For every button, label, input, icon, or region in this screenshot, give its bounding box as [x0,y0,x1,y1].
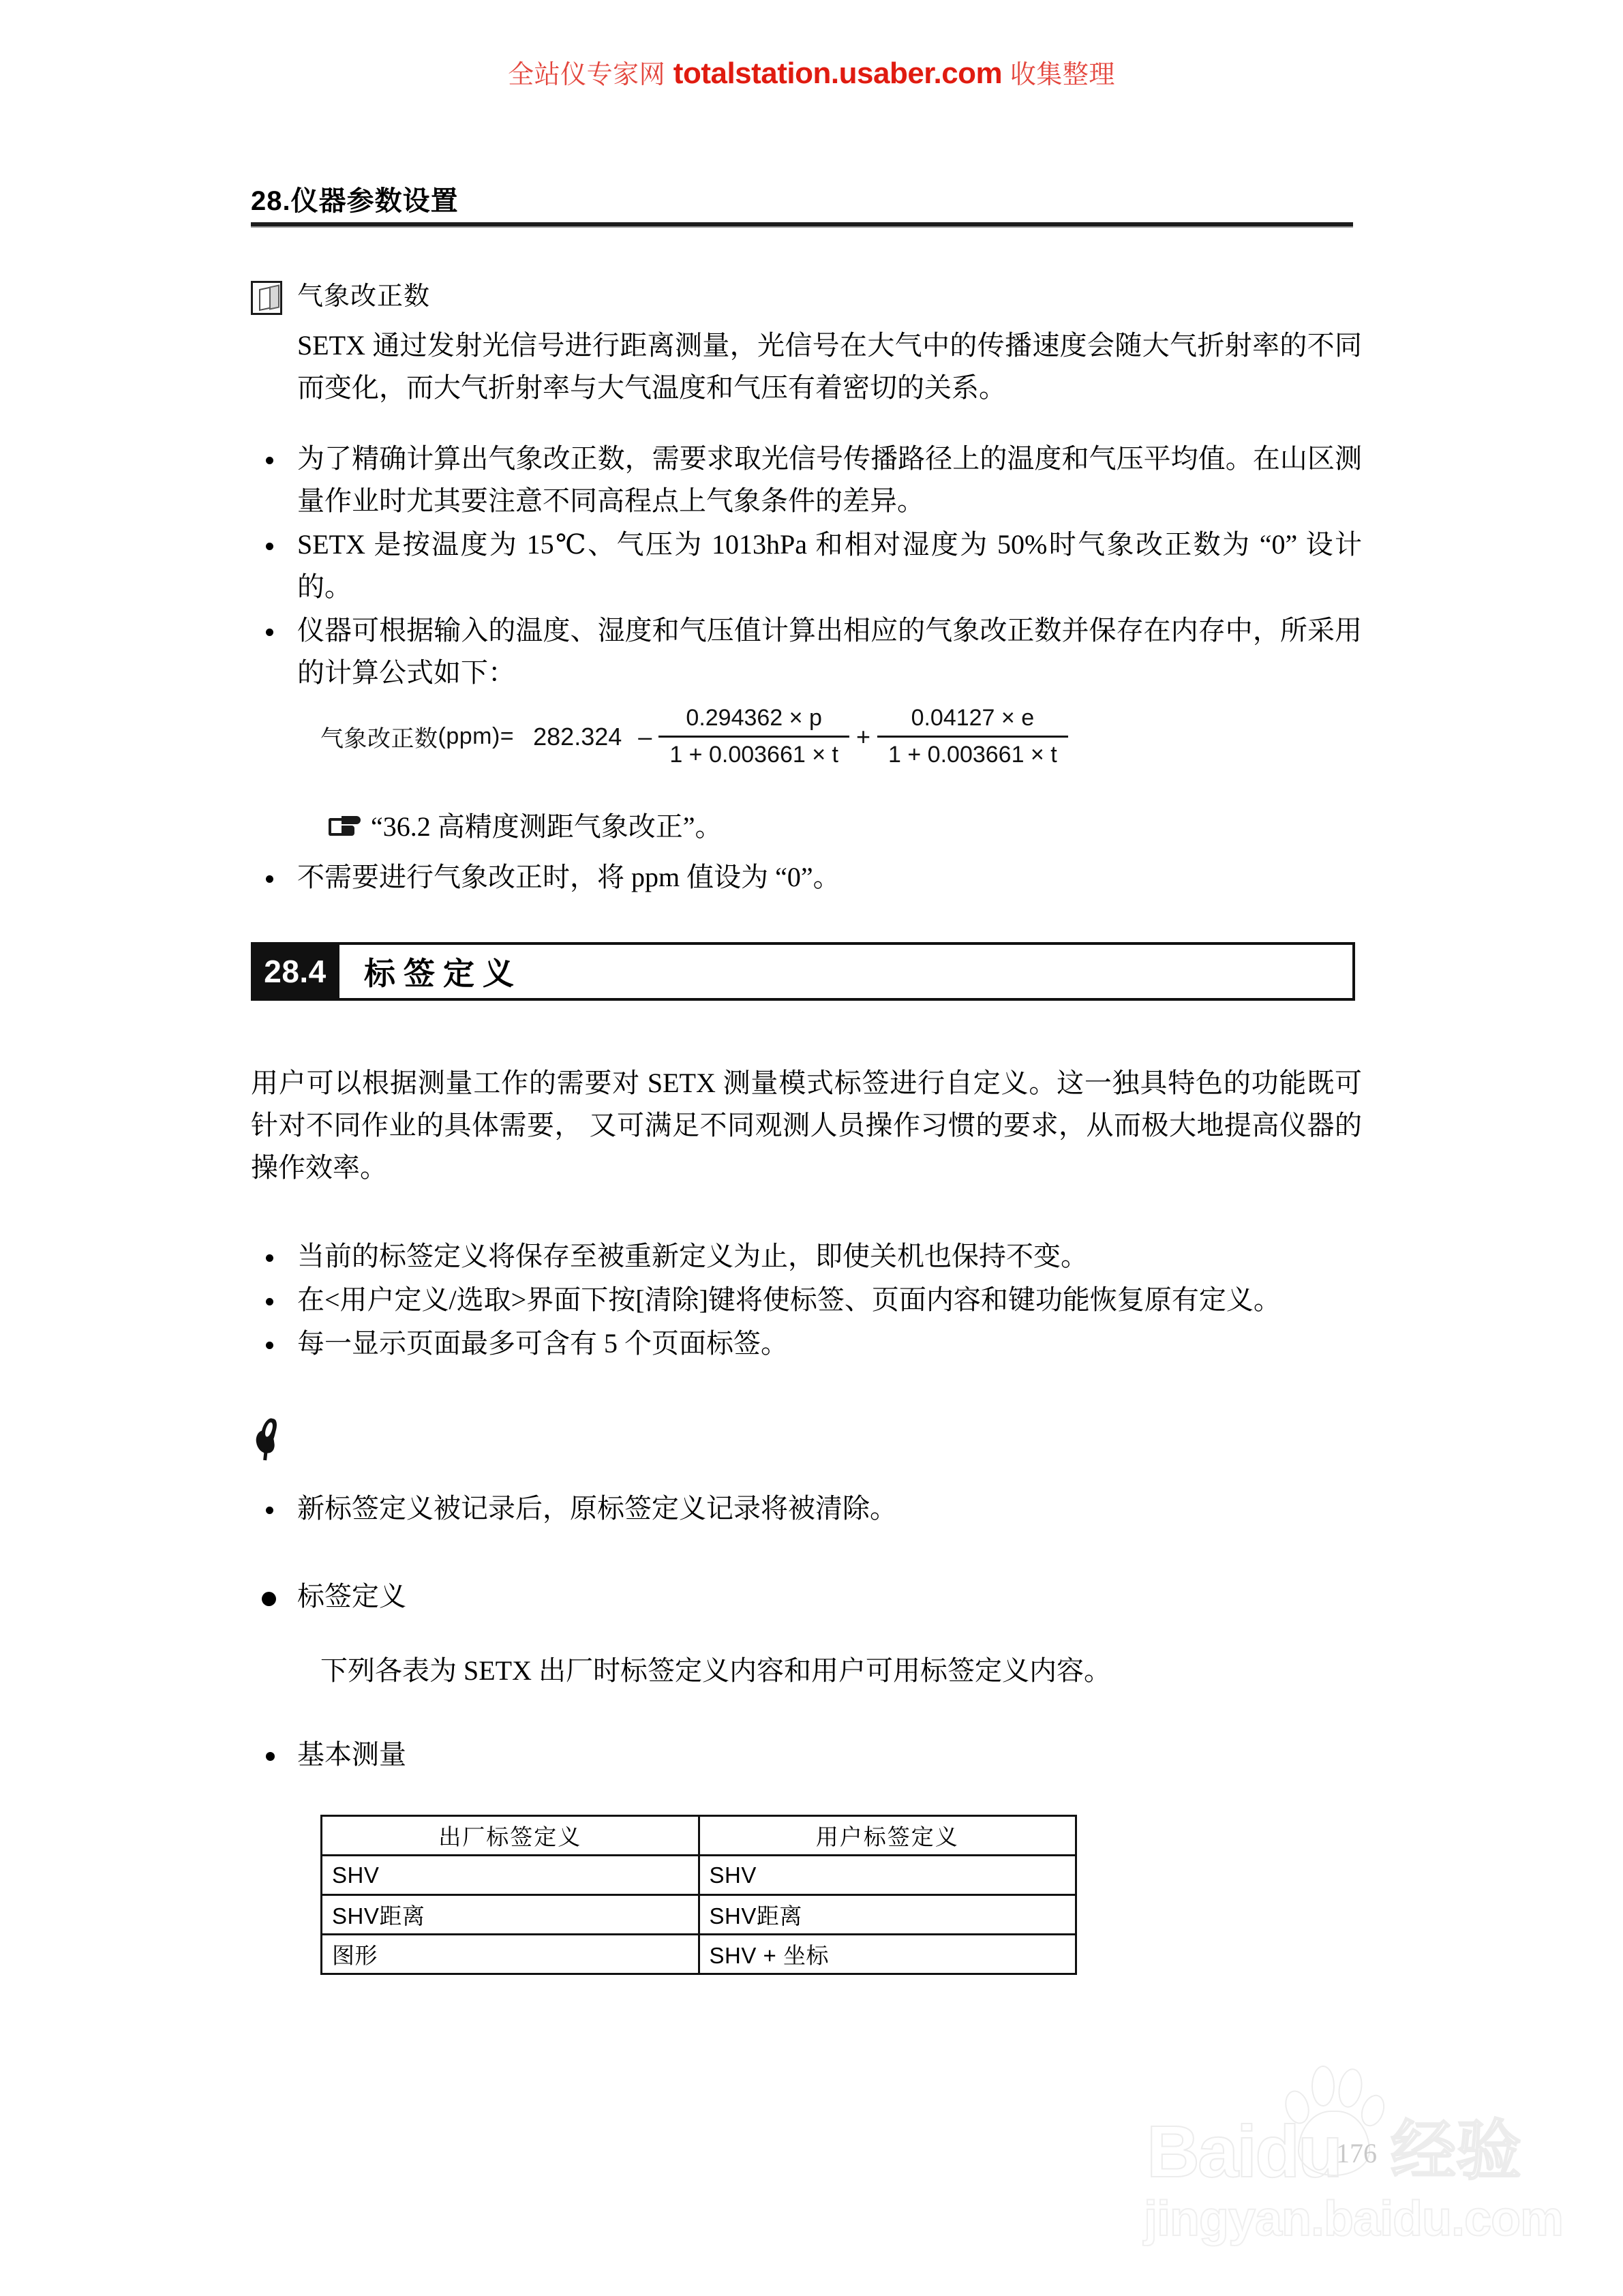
label-definition-table [320,1815,1077,1975]
weather-correction-formula [320,705,1068,768]
caution-brush-icon [255,1418,290,1460]
watermark-url: totalstation.usaber.com [673,57,1003,90]
cell-factory: SHV距离 [322,1895,699,1935]
list-item: 当前的标签定义将保存至被重新定义为止，即使关机也保持不变。 [251,1235,1362,1278]
formula-fraction-vapor [877,705,1068,768]
paw-toe [1311,2066,1335,2106]
list-item: 为了精确计算出气象改正数，需要求取光信号传播路径上的温度和气压平均值。在山区测量作业时尤其要注意不同高程点上气象条件的差异。 [251,438,1362,522]
section-banner [251,942,1355,1001]
column-header-user: 用户标签定义 [699,1816,1076,1856]
heading-basic-measure: 基本测量 [251,1737,1362,1772]
watermark-suffix: 收集整理 [1010,61,1115,89]
site-watermark [0,53,1623,91]
formula-operator-minus: – [638,722,652,751]
cell-user: SHV + 坐标 [699,1935,1076,1974]
cell-user: SHV距离 [699,1895,1076,1935]
cell-factory: SHV [322,1856,699,1895]
section-intro-paragraph: 用户可以根据测量工作的需要对 SETX 测量模式标签进行自定义。这一独具特色的功能既可针对不同作业的具体需要， 又可满足不同观测人员操作习惯的要求，从而极大地提高仪器的操作效率。 [251,1068,1362,1183]
baidu-brand-text: Baidu [1147,2110,1341,2192]
fraction-denominator: 1 + 0.003661 × t [658,736,849,768]
hand-thumb [342,826,354,836]
formula-constant: 282.324 [533,722,622,751]
baidu-site-text: jingyan.baidu.com [1144,2192,1564,2246]
table-row [322,1935,1076,1974]
formula-fraction-pressure [658,705,849,768]
note-block [251,281,1362,409]
pointing-hand-icon [329,814,360,840]
formula-unit: (ppm)= [438,723,515,749]
caution-bullet-list [251,1487,1362,1531]
chapter-title: 28.仪器参数设置 [251,186,459,216]
formula-operator-plus: + [855,722,871,751]
note-header [251,281,1362,315]
cross-reference-text: “36.2 高精度测距气象改正”。 [371,811,723,842]
table-row [322,1856,1076,1895]
baidu-brand-cn-text: 经验 [1391,2115,1521,2188]
cell-factory: 图形 [322,1935,699,1974]
weather-bullet-list [251,438,1362,695]
page-number: 176 [1336,2138,1377,2169]
list-item: SETX 是按温度为 15℃、气压为 1013hPa 和相对湿度为 50%时气象改正数为 “0” 设计的。 [251,524,1362,608]
chapter-rule [251,222,1353,228]
fraction-denominator: 1 + 0.003661 × t [877,736,1068,768]
list-item: 新标签定义被记录后，原标签定义记录将被清除。 [251,1487,1362,1530]
fraction-numerator: 0.294362 × p [686,705,822,731]
section-title: 标签定义 [339,942,1355,1001]
table-header-row [322,1816,1076,1856]
ppm-bullet-list [251,856,1362,900]
brush-tail [263,1449,268,1460]
list-item: 仪器可根据输入的温度、湿度和气压值计算出相应的气象改正数并保存在内存中，所采用的计算公式如下： [251,609,1362,694]
watermark-prefix: 全站仪专家网 [508,61,666,89]
fraction-numerator: 0.04127 × e [911,705,1035,731]
list-item: 在<用户定义/选取>界面下按[清除]键将使标签、页面内容和键功能恢复原有定义。 [251,1279,1362,1321]
note-paragraph: SETX 通过发射光信号进行距离测量，光信号在大气中的传播速度会随大气折射率的不同而变化，而大气折射率与大气温度和气压有着密切的关系。 [297,330,1362,403]
note-title: 气象改正数 [297,282,431,311]
section-number: 28.4 [251,942,339,1001]
table-row [322,1895,1076,1935]
column-header-factory: 出厂标签定义 [322,1816,699,1856]
heading-label-definition: 标签定义 [251,1579,1362,1614]
label-bullet-list [251,1235,1362,1366]
cell-user: SHV [699,1856,1076,1895]
book-icon [251,281,282,315]
chapter-header [251,185,1353,228]
tables-intro-paragraph: 下列各表为 SETX 出厂时标签定义内容和用户可用标签定义内容。 [320,1655,1111,1686]
cross-reference [329,810,723,844]
list-item: 不需要进行气象改正时，将 ppm 值设为 “0”。 [251,856,1362,898]
paw-toe [1335,2066,1365,2109]
hand-finger [342,816,361,824]
formula-left-label: 气象改正数 [320,726,438,752]
list-item: 每一显示页面最多可含有 5 个页面标签。 [251,1323,1362,1365]
